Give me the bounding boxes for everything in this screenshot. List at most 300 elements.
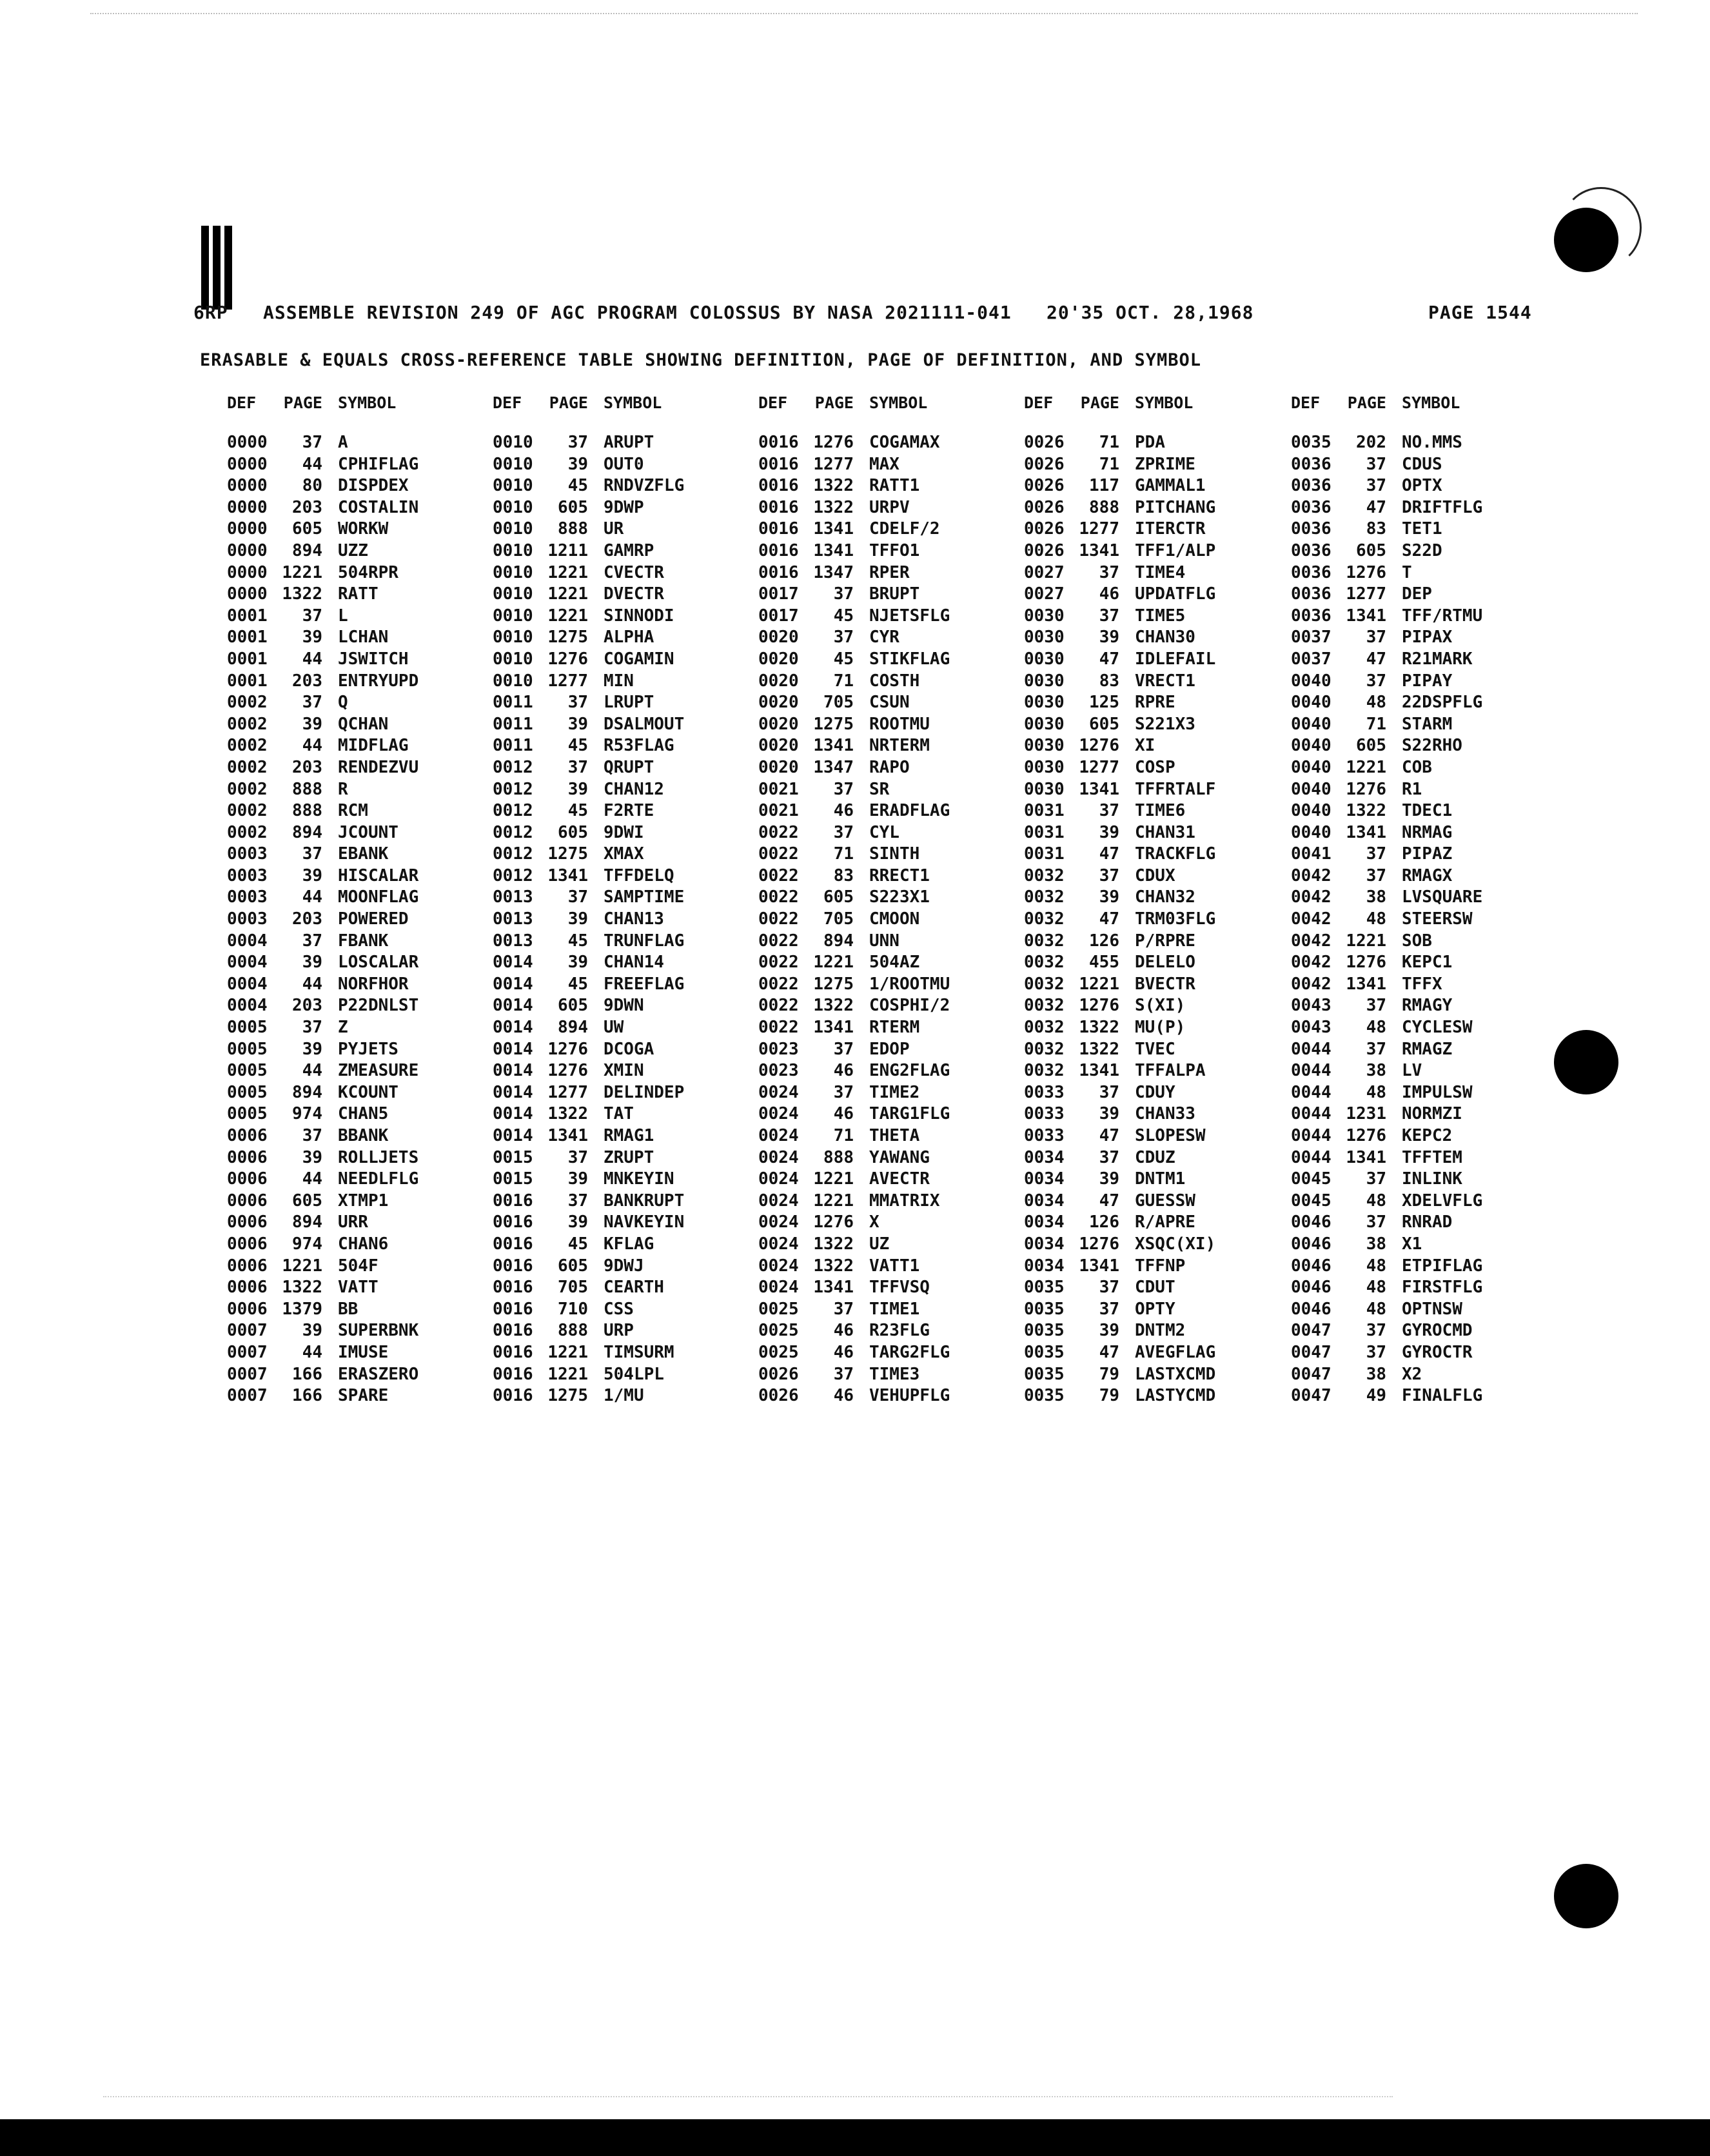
symbol-cell: RPRE <box>1135 693 1175 713</box>
page-cell: 45 <box>833 606 854 626</box>
table-row <box>1291 952 1562 974</box>
def-cell: 0026 <box>1024 540 1065 560</box>
table-row <box>1291 1342 1562 1364</box>
page-cell: 37 <box>1099 1278 1119 1298</box>
table-row <box>227 475 498 497</box>
table-row <box>1291 1212 1562 1234</box>
def-cell: 0000 <box>227 497 268 517</box>
table-row <box>758 1169 1029 1191</box>
page-cell: 1347 <box>813 562 854 582</box>
def-cell: 0030 <box>1024 779 1065 799</box>
def-cell: 0010 <box>493 476 533 496</box>
def-cell: 0037 <box>1291 649 1332 669</box>
def-cell: 0004 <box>227 974 268 994</box>
symbol-cell: 1/MU <box>604 1386 644 1406</box>
symbol-cell: VATT1 <box>869 1256 920 1276</box>
page-cell: 79 <box>1099 1386 1119 1406</box>
symbol-cell: TRM03FLG <box>1135 909 1216 929</box>
def-cell: 0002 <box>227 736 268 756</box>
def-cell: 0023 <box>758 1039 799 1059</box>
page-cell: 39 <box>567 1169 588 1189</box>
symbol-cell: R <box>338 779 348 799</box>
page-cell: 705 <box>823 693 854 713</box>
table-row <box>493 649 763 671</box>
page-cell: 47 <box>1099 1342 1119 1362</box>
symbol-cell: 9DWI <box>604 822 644 842</box>
def-cell: 0035 <box>1024 1342 1065 1362</box>
def-cell: 0006 <box>227 1299 268 1319</box>
def-cell: 0005 <box>227 1082 268 1102</box>
symbol-cell: LASTXCMD <box>1135 1364 1216 1384</box>
table-row <box>758 692 1029 714</box>
symbol-cell: THETA <box>869 1126 920 1145</box>
symbol-cell: DNTM1 <box>1135 1169 1186 1189</box>
header-def: DEF <box>493 393 522 412</box>
table-row <box>493 1342 763 1364</box>
def-cell: 0031 <box>1024 801 1065 821</box>
table-row <box>1291 1147 1562 1169</box>
table-row <box>1291 1169 1562 1191</box>
table-row <box>758 1277 1029 1299</box>
def-cell: 0033 <box>1024 1126 1065 1145</box>
def-cell: 0032 <box>1024 887 1065 907</box>
def-cell: 0021 <box>758 801 799 821</box>
table-row <box>1291 757 1562 779</box>
table-row <box>1291 1277 1562 1299</box>
page-cell: 1341 <box>547 1126 588 1145</box>
page-cell: 605 <box>292 1191 322 1211</box>
symbol-cell: JCOUNT <box>338 822 398 842</box>
table-row <box>493 475 763 497</box>
page-cell: 44 <box>302 736 322 756</box>
table-row <box>1291 1103 1562 1125</box>
symbol-cell: RATT <box>338 584 378 604</box>
def-cell: 0014 <box>493 996 533 1016</box>
symbol-cell: CDELF/2 <box>869 519 940 539</box>
page-cell: 37 <box>1366 1212 1386 1232</box>
def-cell: 0020 <box>758 649 799 669</box>
table-row <box>227 779 498 801</box>
table-row <box>493 671 763 693</box>
table-row <box>758 974 1029 996</box>
table-row <box>1024 606 1295 628</box>
def-cell: 0016 <box>758 476 799 496</box>
def-cell: 0017 <box>758 584 799 604</box>
page-cell: 39 <box>302 628 322 648</box>
table-row <box>1291 1234 1562 1256</box>
def-cell: 0016 <box>493 1234 533 1254</box>
page-cell: 1277 <box>547 1082 588 1102</box>
table-row <box>493 1082 763 1104</box>
table-row <box>1024 1169 1295 1191</box>
table-row <box>1291 475 1562 497</box>
table-row <box>227 887 498 909</box>
def-cell: 0042 <box>1291 953 1332 973</box>
punch-hole-top <box>1554 208 1618 272</box>
page-cell: 39 <box>302 1147 322 1167</box>
def-cell: 0000 <box>227 562 268 582</box>
symbol-cell: POWERED <box>338 909 409 929</box>
page-cell: 1341 <box>1346 974 1386 994</box>
page-cell: 1322 <box>1346 801 1386 821</box>
symbol-cell: COB <box>1402 757 1432 777</box>
def-cell: 0032 <box>1024 865 1065 885</box>
symbol-cell: 504AZ <box>869 953 920 973</box>
symbol-cell: DSALMOUT <box>604 714 685 734</box>
symbol-cell: CVECTR <box>604 562 664 582</box>
def-cell: 0026 <box>758 1364 799 1384</box>
symbol-cell: CHAN12 <box>604 779 664 799</box>
symbol-cell: CHAN13 <box>604 909 664 929</box>
page-cell: 1221 <box>547 1342 588 1362</box>
page-cell: 37 <box>833 1082 854 1102</box>
page-cell: 79 <box>1099 1364 1119 1384</box>
table-row <box>1024 562 1295 584</box>
page-cell: 46 <box>833 1104 854 1124</box>
page-cell: 37 <box>302 1126 322 1145</box>
def-cell: 0032 <box>1024 909 1065 929</box>
scan-border <box>0 2119 1710 2156</box>
table-row <box>758 1147 1029 1169</box>
symbol-cell: FREEFLAG <box>604 974 685 994</box>
table-row <box>227 909 498 931</box>
page-cell: 1221 <box>1346 757 1386 777</box>
def-cell: 0016 <box>758 433 799 452</box>
symbol-cell: COSP <box>1135 757 1175 777</box>
symbol-cell: NORFHOR <box>338 974 409 994</box>
table-subtitle: ERASABLE & EQUALS CROSS-REFERENCE TABLE SHOWING DEFINITION, PAGE OF DEFINITION, AND SYMBOL <box>200 350 1201 370</box>
table-row <box>1024 692 1295 714</box>
page-cell: 1379 <box>282 1299 322 1319</box>
symbol-cell: ZPRIME <box>1135 454 1195 474</box>
symbol-cell: CPHIFLAG <box>338 454 419 474</box>
page-cell: 37 <box>1099 1147 1119 1167</box>
page-cell: 894 <box>558 1018 588 1038</box>
header-prefix: 6RP <box>193 302 228 323</box>
page-cell: 1347 <box>813 757 854 777</box>
header-symbol: SYMBOL <box>869 393 928 412</box>
page-cell: 37 <box>1099 1082 1119 1102</box>
table-row <box>493 931 763 953</box>
registration-bars <box>201 226 240 310</box>
symbol-cell: S(XI) <box>1135 996 1186 1016</box>
symbol-cell: RNDVZFLG <box>604 476 685 496</box>
page-cell: 47 <box>1099 909 1119 929</box>
page-cell: 203 <box>292 671 322 691</box>
def-cell: 0047 <box>1291 1386 1332 1406</box>
symbol-cell: X2 <box>1402 1364 1422 1384</box>
header-symbol: SYMBOL <box>338 393 397 412</box>
table-row <box>1024 1060 1295 1082</box>
symbol-cell: R/APRE <box>1135 1212 1195 1232</box>
table-row <box>1291 800 1562 822</box>
page-cell: 37 <box>1099 865 1119 885</box>
symbol-cell: 9DWJ <box>604 1256 644 1276</box>
def-cell: 0032 <box>1024 1018 1065 1038</box>
def-cell: 0014 <box>493 1104 533 1124</box>
page-cell: 1322 <box>813 476 854 496</box>
symbol-cell: COSPHI/2 <box>869 996 950 1016</box>
page-cell: 47 <box>1099 844 1119 864</box>
def-cell: 0002 <box>227 801 268 821</box>
page-cell: 1341 <box>1346 606 1386 626</box>
def-cell: 0044 <box>1291 1082 1332 1102</box>
symbol-cell: VEHUPFLG <box>869 1386 950 1406</box>
def-cell: 0007 <box>227 1342 268 1362</box>
def-cell: 0031 <box>1024 844 1065 864</box>
def-cell: 0014 <box>493 1039 533 1059</box>
page-cell: 1322 <box>1079 1018 1119 1038</box>
table-row <box>1291 779 1562 801</box>
table-row <box>227 1342 498 1364</box>
page-cell: 47 <box>1366 649 1386 669</box>
symbol-cell: S221X3 <box>1135 714 1195 734</box>
page-cell: 37 <box>1366 454 1386 474</box>
table-row <box>493 606 763 628</box>
page-cell: 1276 <box>1079 1234 1119 1254</box>
page-cell: 45 <box>833 649 854 669</box>
table-row <box>493 844 763 865</box>
symbol-cell: UNN <box>869 931 899 951</box>
def-cell: 0046 <box>1291 1234 1332 1254</box>
table-row <box>493 1320 763 1342</box>
page-cell: 888 <box>1089 497 1119 517</box>
symbol-cell: RAPO <box>869 757 910 777</box>
page-cell: 71 <box>1099 454 1119 474</box>
table-row <box>1291 692 1562 714</box>
symbol-cell: RNRAD <box>1402 1212 1453 1232</box>
symbol-cell: VATT <box>338 1278 378 1298</box>
page-cell: 45 <box>567 736 588 756</box>
table-row <box>1024 822 1295 844</box>
def-cell: 0020 <box>758 736 799 756</box>
symbol-cell: WORKW <box>338 519 389 539</box>
page-cell: 46 <box>1099 584 1119 604</box>
symbol-cell: CDUZ <box>1135 1147 1175 1167</box>
page-cell: 38 <box>1366 1364 1386 1384</box>
page-cell: 48 <box>1366 1256 1386 1276</box>
page-cell: 37 <box>1366 1321 1386 1341</box>
page-cell: 37 <box>567 693 588 713</box>
symbol-cell: STEERSW <box>1402 909 1473 929</box>
page-cell: 1341 <box>813 519 854 539</box>
symbol-cell: MU(P) <box>1135 1018 1186 1038</box>
symbol-cell: RMAGX <box>1402 865 1453 885</box>
table-row <box>758 649 1029 671</box>
table-row <box>493 1103 763 1125</box>
symbol-cell: CSS <box>604 1299 634 1319</box>
symbol-cell: CSUN <box>869 693 910 713</box>
symbol-cell: RATT1 <box>869 476 920 496</box>
def-cell: 0040 <box>1291 779 1332 799</box>
table-row <box>1024 432 1295 454</box>
table-row <box>227 1212 498 1234</box>
table-row <box>1024 1385 1295 1407</box>
page-cell: 39 <box>1099 628 1119 648</box>
def-cell: 0016 <box>758 540 799 560</box>
table-row <box>1024 649 1295 671</box>
symbol-cell: P22DNLST <box>338 996 419 1016</box>
table-row <box>493 1017 763 1039</box>
table-row <box>1291 1017 1562 1039</box>
symbol-cell: GYROCTR <box>1402 1342 1473 1362</box>
table-row <box>1291 1320 1562 1342</box>
table-row <box>758 432 1029 454</box>
symbol-cell: LVSQUARE <box>1402 887 1483 907</box>
table-row <box>758 844 1029 865</box>
def-cell: 0040 <box>1291 671 1332 691</box>
page-cell: 974 <box>292 1234 322 1254</box>
symbol-cell: LASTYCMD <box>1135 1386 1216 1406</box>
page-cell: 44 <box>302 454 322 474</box>
symbol-cell: NORMZI <box>1402 1104 1462 1124</box>
table-row <box>1291 540 1562 562</box>
def-cell: 0033 <box>1024 1082 1065 1102</box>
symbol-cell: KEPC1 <box>1402 953 1453 973</box>
page-cell: 126 <box>1089 1212 1119 1232</box>
def-cell: 0002 <box>227 822 268 842</box>
page-cell: 39 <box>1099 1169 1119 1189</box>
def-cell: 0016 <box>493 1212 533 1232</box>
symbol-cell: ZMEASURE <box>338 1061 419 1081</box>
page-cell: 44 <box>302 1342 322 1362</box>
table-row <box>493 519 763 540</box>
table-row <box>227 1277 498 1299</box>
def-cell: 0012 <box>493 865 533 885</box>
def-cell: 0000 <box>227 584 268 604</box>
page-cell: 71 <box>833 844 854 864</box>
symbol-cell: NJETSFLG <box>869 606 950 626</box>
page-cell: 1277 <box>1079 757 1119 777</box>
def-cell: 0037 <box>1291 628 1332 648</box>
table-column-2 <box>493 393 763 1407</box>
page-cell: 203 <box>292 996 322 1016</box>
def-cell: 0040 <box>1291 757 1332 777</box>
symbol-cell: VRECT1 <box>1135 671 1195 691</box>
def-cell: 0001 <box>227 649 268 669</box>
def-cell: 0020 <box>758 628 799 648</box>
def-cell: 0010 <box>493 497 533 517</box>
def-cell: 0025 <box>758 1342 799 1362</box>
symbol-cell: GAMMAL1 <box>1135 476 1206 496</box>
page-cell: 888 <box>558 519 588 539</box>
symbol-cell: FINALFLG <box>1402 1386 1483 1406</box>
page-cell: 37 <box>1099 1299 1119 1319</box>
table-row <box>227 562 498 584</box>
table-row <box>493 1060 763 1082</box>
page-cell: 1322 <box>282 584 322 604</box>
page-cell: 37 <box>1366 1169 1386 1189</box>
symbol-cell: KEPC2 <box>1402 1126 1453 1145</box>
def-cell: 0024 <box>758 1212 799 1232</box>
def-cell: 0006 <box>227 1234 268 1254</box>
def-cell: 0022 <box>758 953 799 973</box>
page-cell: 1276 <box>1079 736 1119 756</box>
def-cell: 0020 <box>758 693 799 713</box>
page-cell: 203 <box>292 757 322 777</box>
table-row <box>758 1342 1029 1364</box>
table-row <box>758 1039 1029 1061</box>
page-cell: 39 <box>567 779 588 799</box>
def-cell: 0030 <box>1024 671 1065 691</box>
def-cell: 0024 <box>758 1278 799 1298</box>
page-cell: 49 <box>1366 1386 1386 1406</box>
page-cell: 45 <box>567 801 588 821</box>
table-row <box>493 974 763 996</box>
symbol-cell: RENDEZVU <box>338 757 419 777</box>
page-cell: 37 <box>833 779 854 799</box>
def-cell: 0025 <box>758 1321 799 1341</box>
symbol-cell: SPARE <box>338 1386 389 1406</box>
symbol-cell: BBANK <box>338 1126 389 1145</box>
symbol-cell: NAVKEYIN <box>604 1212 685 1232</box>
symbol-cell: CHAN6 <box>338 1234 389 1254</box>
page-cell: 1221 <box>1346 931 1386 951</box>
table-row <box>758 454 1029 476</box>
header-page: PAGE <box>814 393 854 412</box>
page-cell: 39 <box>567 1212 588 1232</box>
table-row <box>1291 735 1562 757</box>
def-cell: 0040 <box>1291 693 1332 713</box>
table-row <box>493 779 763 801</box>
def-cell: 0024 <box>758 1104 799 1124</box>
def-cell: 0010 <box>493 519 533 539</box>
table-row <box>493 800 763 822</box>
table-row <box>758 1125 1029 1147</box>
table-row <box>1291 1060 1562 1082</box>
def-cell: 0040 <box>1291 801 1332 821</box>
page-cell: 974 <box>292 1104 322 1124</box>
def-cell: 0022 <box>758 887 799 907</box>
table-row <box>1024 844 1295 865</box>
table-row <box>493 1212 763 1234</box>
def-cell: 0026 <box>1024 519 1065 539</box>
table-row <box>1291 519 1562 540</box>
symbol-cell: TFFO1 <box>869 540 920 560</box>
table-row <box>1024 952 1295 974</box>
table-row <box>227 1364 498 1386</box>
table-row <box>493 887 763 909</box>
def-cell: 0016 <box>493 1191 533 1211</box>
def-cell: 0006 <box>227 1278 268 1298</box>
table-row <box>758 1320 1029 1342</box>
symbol-cell: IMPULSW <box>1402 1082 1473 1102</box>
page-cell: 117 <box>1089 476 1119 496</box>
symbol-cell: COGAMIN <box>604 649 674 669</box>
symbol-cell: 22DSPFLG <box>1402 693 1483 713</box>
table-row <box>758 887 1029 909</box>
punch-hole-bottom <box>1554 1864 1618 1928</box>
def-cell: 0043 <box>1291 996 1332 1016</box>
def-cell: 0006 <box>227 1147 268 1167</box>
page-cell: 605 <box>558 822 588 842</box>
page-cell: 71 <box>1366 714 1386 734</box>
symbol-cell: PITCHANG <box>1135 497 1216 517</box>
def-cell: 0010 <box>493 628 533 648</box>
def-cell: 0014 <box>493 1126 533 1145</box>
symbol-cell: TFF/RTMU <box>1402 606 1483 626</box>
page-cell: 1322 <box>813 996 854 1016</box>
symbol-cell: EBANK <box>338 844 389 864</box>
def-cell: 0030 <box>1024 714 1065 734</box>
symbol-cell: S22D <box>1402 540 1442 560</box>
symbol-cell: XI <box>1135 736 1155 756</box>
symbol-cell: F2RTE <box>604 801 654 821</box>
symbol-cell: EDOP <box>869 1039 910 1059</box>
page-cell: 1221 <box>813 1169 854 1189</box>
table-row <box>493 735 763 757</box>
page-cell: 1322 <box>1079 1039 1119 1059</box>
